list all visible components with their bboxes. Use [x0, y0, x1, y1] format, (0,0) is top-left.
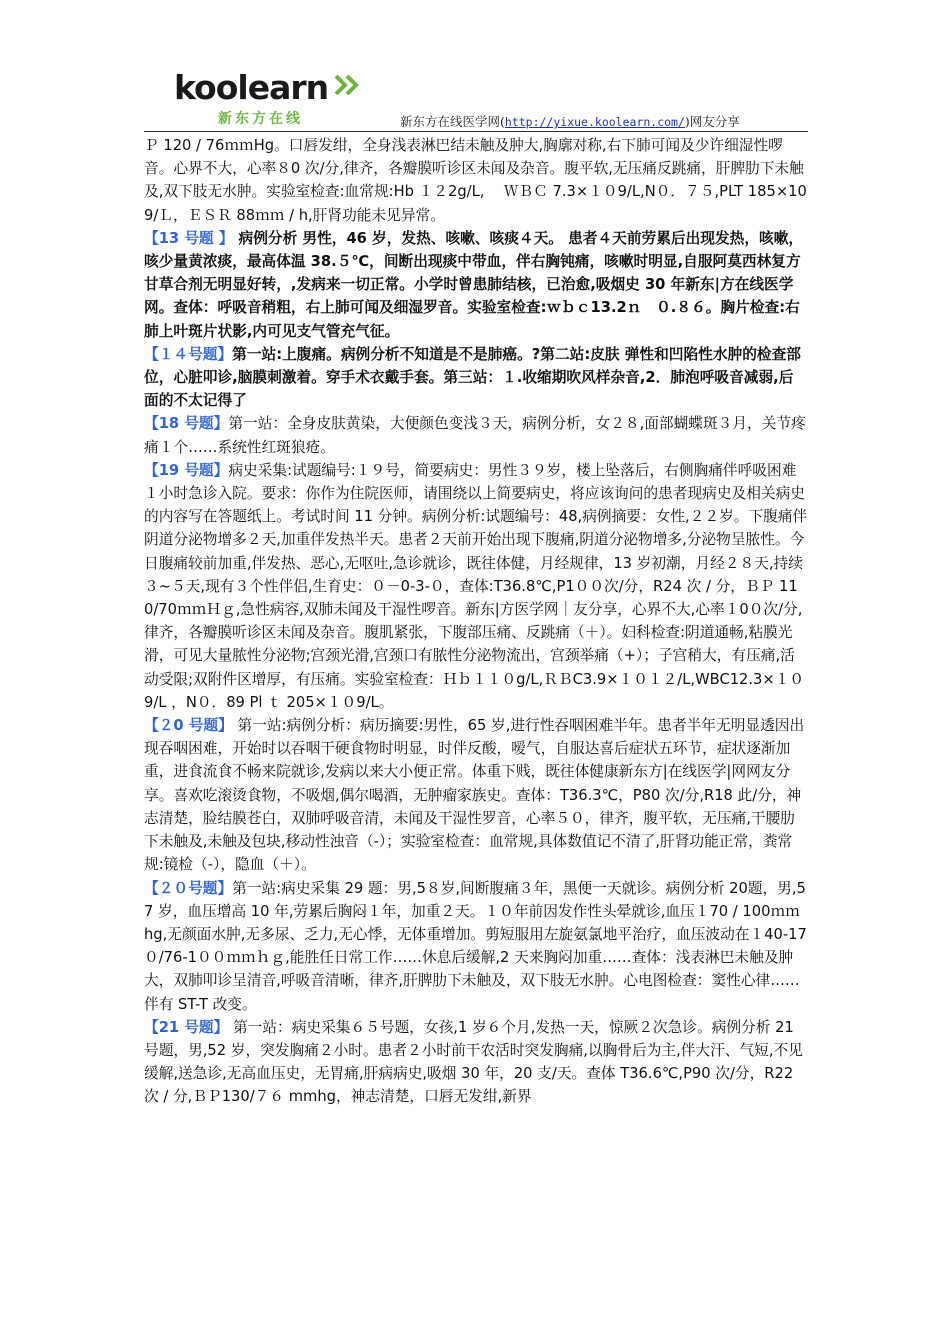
document-body	[144, 134, 808, 1109]
question-tag: 【18 号题】	[144, 415, 229, 433]
koolearn-logo	[174, 68, 364, 130]
paragraph-text: 病史采集:试题编号:１９号，简要病史：男性３９岁，楼上坠落后，右侧胸痛伴呼吸困难 １小时急诊入院。要求：你作为住院医师，请围绕以上简要病史，将应该询问的患者现病史及相关病史的内容写在答题纸上。考试时间 11 分钟。病例分析:试题编号：48,病例摘要：女性,２２岁。下腹痛伴阴道分泌物增多２天,加重伴发热半天。患者２天前开始出现下腹痛,阴道分泌物增多,分泌物呈脓性。今日腹痛较前加重,伴发热、恶心,无呕吐,急诊就诊，既往体健，月经规律，13 岁初潮，月经２８天,持续３~５天,现有３个性伴侣,生育史：０－0-3-０，查体:T36.8℃,P1００次/分，R24 次 / 分，ＢＰ 110/70ｍｍＨｇ,急性病容,双肺未闻及干湿性啰音。新东|方医学网｜友分享，心界不大,心率１0０次/分,律齐，各瓣膜听诊区未闻及杂音。腹肌紧张，下腹部压痛、反跳痛（＋）。妇科检查:阴道通畅,粘膜光滑，可见大量脓性分泌物;宫颈光滑,宫颈口有脓性分泌物流出，宫颈举痛（+）；子宫稍大，有压痛,活动受限;双附件区增厚，有压痛。实验室检查：Ｈｂ１１０g/L,ＲＢC3.9×１０１２/L,WBC12.3×１０9/L ，N０．89 Pl ｔ 205×１０9/L。	[144, 461, 808, 711]
paragraph	[144, 459, 808, 714]
paragraph-text: 第一站：全身皮肤黄染，大便颜色变浅３天，病例分析，女２８,面部蝴蝶斑３月，关节疼痛１个……系统性红斑狼疮。	[144, 415, 806, 456]
question-tag: 【13 号题 】	[144, 229, 234, 247]
question-tag: 【19 号题】	[144, 461, 229, 479]
paragraph-text: 第一站:病史采集 29 题：男,5８岁,间断腹痛３年，黑便一天就诊。病例分析 20题，男,57 岁，血压增高 10 年,劳累后胸闷１年，加重２天。１０年前因发作性头晕就诊,血压１70 / 100ｍｍhg,无颜面水肿,无多尿、乏力,无心悸，无体重增加。剪短服用左旋氨氯地平治疗，血压波动在１40-17０/76-1００ｍｍｈｇ,能胜任日常工作……休息后缓解,2 天来胸闷加重……查体：浅表淋巴未触及肿大，双肺叩诊呈清音,呼吸音清晰，律齐,肝脾肋下未触及，双下肢无水肿。心电图检查：窦性心律……伴有 ST-T 改变。	[144, 879, 807, 1013]
question-tag: 【２０号题】	[144, 879, 233, 897]
site-url-link[interactable]: http://yixue.koolearn.com/	[504, 115, 685, 129]
question-tag: 【１４号题】	[144, 345, 233, 363]
question-tag: 【２0 号题】	[144, 717, 233, 735]
paragraph	[144, 134, 808, 227]
paragraph-text: 第一站:病例分析：病历摘要:男性，65 岁,进行性吞咽困难半年。患者半年无明显透因出现吞咽困难，开始时以吞咽干硬食物时明显，时伴反酸，嗳气，自服达喜后症状五环节，症状逐渐加重，进食流食不畅来院就诊,发病以来大小便正常。体重下贱，既往体健康新东方|在线医学|网网友分享。喜欢吃滚烫食物，不吸烟,偶尔喝酒，无肿瘤家族史。查体：T36.3℃，P80 次/分,R18 此/分，神志清楚，脸结膜苍白，双肺呼吸音清，未闻及干湿性罗音，心率５０，律齐，腹平软，无压痛,干腰肋下未触及,未触及包块,移动性浊音（-）；实验室检查：血常规,具体数值记不清了,肝肾功能正常，粪常规:镜检（-），隐血（＋）。	[144, 717, 805, 874]
logo-wordmark: koolearn	[174, 68, 329, 107]
double-chevron-icon	[334, 74, 362, 96]
paragraph	[144, 227, 808, 343]
paragraph	[144, 1016, 808, 1109]
site-suffix: )网友分享	[684, 114, 740, 129]
site-attribution	[400, 112, 740, 130]
question-tag: 【21 号题】	[144, 1018, 229, 1036]
header-divider	[144, 131, 808, 132]
logo-subtitle: 新东方在线	[218, 111, 303, 127]
paragraph-text: 第一站：病史采集６５号题，女孩,1 岁６个月,发热一天，惊厥２次急诊。病例分析 21 号题，男,52 岁，突发胸痛２小时。患者２小时前干农活时突发胸痛,以胸骨后为主,伴大汗、气短,不见缓解,送急诊,无高血压史，无胃痛,肝病病史,吸烟 30 年，20 支/天。查体 T36.6℃,P90 次/分，R22 次 / 分,ＢＰ130/７６ mmhg，神志清楚，口唇无发绀,新界	[144, 1018, 803, 1106]
paragraph-text: 病例分析 男性，46 岁，发热、咳嗽、咳痰４天。 患者４天前劳累后出现发热，咳嗽，咳少量黄浓痰，最高体温 38.５℃，间断出现痰中带血，伴右胸钝痛，咳嗽时明显,自服阿莫西林复方甘草合剂无明显好转，,发病来一切正常。小学时曾患肺结核，已治愈,吸烟史 30 年新东|方在线医学网。查体：呼吸音稍粗，右上肺可闻及细湿罗音。实验室检查:ｗｂｃ13.2ｎ ０.８６。胸片检查:右肺上叶斑片状影,内可见支气管充气征。	[144, 229, 804, 340]
paragraph	[144, 412, 808, 458]
paragraph-text: Ｐ 120 / 76ｍｍHg。口唇发绀，全身浅表淋巴结未触及肿大,胸廓对称,右下肺可闻及少许细湿性啰音。心界不大，心率８0 次/分,律齐，各瓣膜听诊区未闻及杂音。腹平软,无压痛反跳痛，肝脾肋下未触及,双下肢无水肿。实验室检查:血常规:Hb １２2g/L, ＷＢＣ 7.3×１０9/L,N０．７５,PLT 185×109/Ｌ，ＥＳＲ 88ｍｍ / h,肝肾功能未见异常。	[144, 137, 807, 224]
paragraph	[144, 343, 808, 413]
paragraph	[144, 877, 808, 1016]
site-prefix: 新东方在线医学网(	[400, 114, 505, 129]
page-header	[144, 58, 808, 132]
paragraph-text: 第一站:上腹痛。病例分析不知道是不是肺癌。?第二站:皮肤 弹性和凹陷性水肿的检查部位，心脏叩诊,脑膜刺激着。穿手术衣戴手套。第三站：１.收缩期吹风样杂音,2．肺泡呼吸音减弱,后面的不太记得了	[144, 345, 801, 410]
paragraph	[144, 714, 808, 876]
